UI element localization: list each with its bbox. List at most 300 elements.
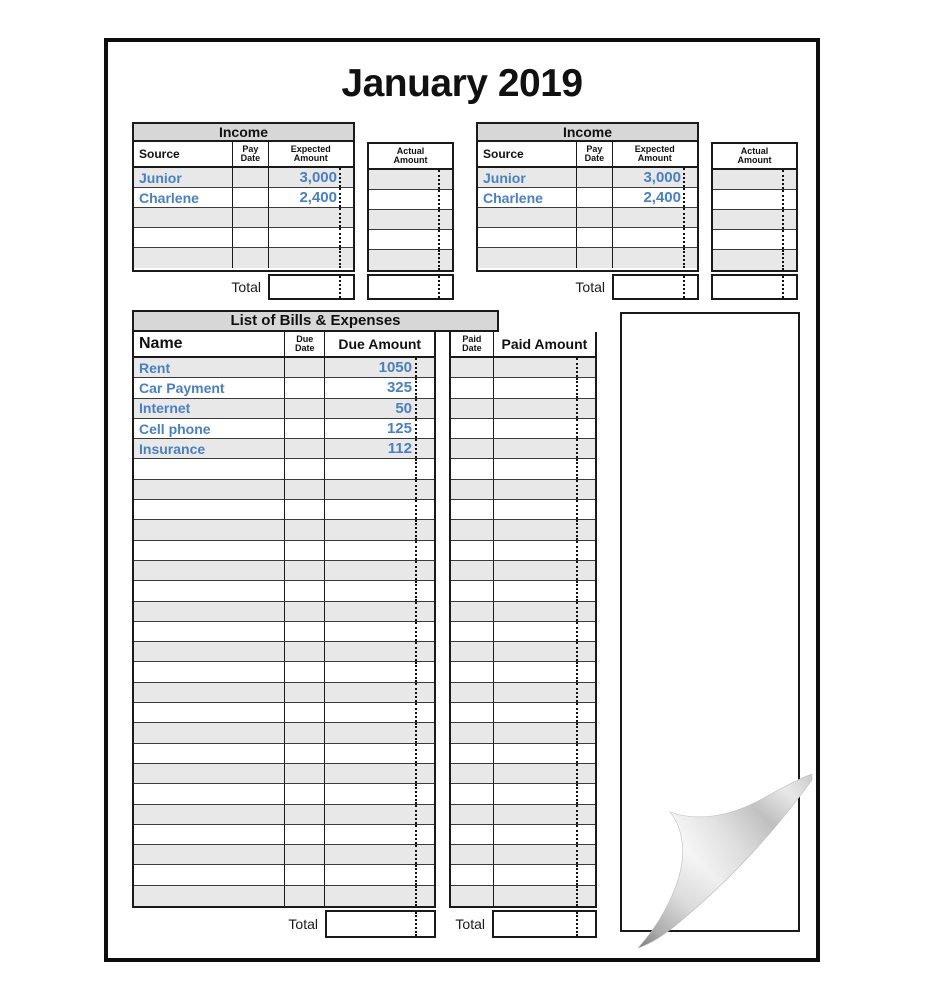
- bills-cell-due-date[interactable]: [284, 683, 324, 702]
- bills-row[interactable]: [134, 561, 434, 581]
- income-header-actual-amount: [369, 144, 452, 168]
- bills-cell-paid-date[interactable]: [451, 744, 493, 763]
- income-cell-source[interactable]: [134, 248, 232, 268]
- income-total-label: [476, 274, 612, 300]
- bills-row[interactable]: [134, 886, 434, 906]
- bills-total-paid-label-text: Total: [455, 916, 485, 933]
- bills-header-paid-amount: [493, 332, 595, 356]
- bills-cell-due-amount[interactable]: [324, 744, 434, 763]
- bills-cell-due-date[interactable]: [284, 561, 324, 580]
- bills-cell-paid-amount[interactable]: [493, 581, 595, 600]
- income-cell-pay-date[interactable]: [576, 208, 611, 227]
- income-cell-expected-amount[interactable]: [612, 168, 697, 187]
- bills-cell-due-date[interactable]: [284, 744, 324, 763]
- income-cell-actual-amount[interactable]: [369, 210, 452, 229]
- bills-paid-row[interactable]: [451, 865, 595, 885]
- income-cell-expected-amount[interactable]: [268, 228, 353, 247]
- bills-paid-row[interactable]: [451, 703, 595, 723]
- income-actual-row[interactable]: [369, 210, 452, 230]
- bills-total-paid-box[interactable]: [492, 910, 597, 938]
- income-actual-row[interactable]: [369, 250, 452, 270]
- bills-paid-row[interactable]: [451, 805, 595, 825]
- bills-row[interactable]: [134, 642, 434, 662]
- cents-separator: [782, 190, 784, 209]
- bills-paid-row[interactable]: [451, 500, 595, 520]
- bills-paid-row[interactable]: [451, 459, 595, 479]
- bills-cell-name[interactable]: [134, 845, 284, 864]
- bills-cell-paid-amount[interactable]: [493, 399, 595, 418]
- bills-cell-due-amount[interactable]: [324, 480, 434, 499]
- bills-paid-row[interactable]: [451, 480, 595, 500]
- income-expected-value: 3,000: [299, 169, 337, 186]
- bills-cell-paid-amount[interactable]: [493, 500, 595, 519]
- header-label-line1: Pay: [242, 143, 259, 154]
- bills-cell-due-amount[interactable]: [324, 399, 434, 418]
- bills-cell-paid-amount[interactable]: [493, 805, 595, 824]
- bills-cell-name[interactable]: [134, 784, 284, 803]
- bills-cell-due-amount[interactable]: [324, 541, 434, 560]
- income-cell-expected-amount[interactable]: [268, 208, 353, 227]
- bills-cell-paid-amount[interactable]: [493, 459, 595, 478]
- bills-cell-paid-date[interactable]: [451, 500, 493, 519]
- bills-cell-paid-date[interactable]: [451, 378, 493, 397]
- income-cell-source[interactable]: [478, 188, 576, 207]
- bills-cell-paid-date[interactable]: [451, 520, 493, 539]
- income-cell-pay-date[interactable]: [576, 188, 611, 207]
- bills-cell-name[interactable]: [134, 520, 284, 539]
- bills-cell-due-amount[interactable]: [324, 439, 434, 458]
- bills-cell-due-date[interactable]: [284, 662, 324, 681]
- bills-row[interactable]: [134, 602, 434, 622]
- income-header-row: [478, 142, 697, 168]
- cents-separator: [576, 378, 578, 397]
- bills-cell-name[interactable]: [134, 683, 284, 702]
- bills-cell-due-amount[interactable]: [324, 378, 434, 397]
- bills-cell-name[interactable]: [134, 459, 284, 478]
- bills-paid-row[interactable]: [451, 561, 595, 581]
- bills-cell-due-date[interactable]: [284, 764, 324, 783]
- bills-total-due-box[interactable]: [325, 910, 436, 938]
- bills-cell-paid-amount[interactable]: [493, 886, 595, 906]
- bills-cell-name[interactable]: [134, 703, 284, 722]
- bills-cell-due-amount[interactable]: [324, 561, 434, 580]
- bills-cell-due-amount[interactable]: [324, 723, 434, 742]
- income-cell-actual-amount[interactable]: [369, 190, 452, 209]
- bills-cell-paid-amount[interactable]: [493, 845, 595, 864]
- bills-row[interactable]: [134, 541, 434, 561]
- bills-cell-paid-date[interactable]: [451, 784, 493, 803]
- bills-cell-paid-date[interactable]: [451, 845, 493, 864]
- bills-row[interactable]: [134, 662, 434, 682]
- bills-cell-due-date[interactable]: [284, 581, 324, 600]
- bills-paid-row[interactable]: [451, 744, 595, 764]
- income-actual-row[interactable]: [713, 170, 796, 190]
- bills-cell-name[interactable]: [134, 744, 284, 763]
- income-cell-actual-amount[interactable]: [369, 170, 452, 189]
- bills-cell-paid-amount[interactable]: [493, 358, 595, 377]
- income-row[interactable]: [134, 188, 353, 208]
- income-cell-actual-amount[interactable]: [713, 210, 796, 229]
- bills-cell-name[interactable]: [134, 439, 284, 458]
- bills-row[interactable]: [134, 865, 434, 885]
- income-row[interactable]: [478, 168, 697, 188]
- income-total-actual-box[interactable]: [367, 274, 454, 300]
- bills-cell-name[interactable]: [134, 378, 284, 397]
- bills-cell-paid-date[interactable]: [451, 865, 493, 884]
- bills-cell-name[interactable]: [134, 541, 284, 560]
- bills-cell-name[interactable]: [134, 399, 284, 418]
- bills-cell-due-amount[interactable]: [324, 622, 434, 641]
- bills-cell-paid-date[interactable]: [451, 439, 493, 458]
- bills-cell-paid-date[interactable]: [451, 805, 493, 824]
- bills-cell-due-date[interactable]: [284, 642, 324, 661]
- bills-cell-due-date[interactable]: [284, 845, 324, 864]
- income-total-expected-box[interactable]: [612, 274, 699, 300]
- bills-cell-paid-amount[interactable]: [493, 520, 595, 539]
- bills-paid-row[interactable]: [451, 723, 595, 743]
- bills-cell-due-amount[interactable]: [324, 520, 434, 539]
- bills-cell-paid-date[interactable]: [451, 541, 493, 560]
- bills-cell-due-date[interactable]: [284, 439, 324, 458]
- bills-paid-row[interactable]: [451, 683, 595, 703]
- bills-cell-paid-amount[interactable]: [493, 480, 595, 499]
- income-total-row: [132, 274, 454, 300]
- bills-paid-row[interactable]: [451, 358, 595, 378]
- bills-cell-paid-amount[interactable]: [493, 622, 595, 641]
- bills-paid-row[interactable]: [451, 378, 595, 398]
- cents-separator: [415, 419, 417, 438]
- bills-paid-row[interactable]: [451, 520, 595, 540]
- bills-cell-paid-amount[interactable]: [493, 378, 595, 397]
- income-cell-pay-date[interactable]: [232, 168, 267, 187]
- bills-cell-paid-amount[interactable]: [493, 683, 595, 702]
- bills-cell-paid-date[interactable]: [451, 683, 493, 702]
- bills-cell-paid-date[interactable]: [451, 419, 493, 438]
- bills-cell-paid-amount[interactable]: [493, 642, 595, 661]
- income-cell-source[interactable]: [134, 188, 232, 207]
- bills-paid-row[interactable]: [451, 662, 595, 682]
- income-cell-pay-date[interactable]: [576, 228, 611, 247]
- bills-cell-due-amount[interactable]: [324, 419, 434, 438]
- bills-cell-name[interactable]: [134, 622, 284, 641]
- income-row[interactable]: [478, 188, 697, 208]
- bills-row[interactable]: [134, 419, 434, 439]
- bills-cell-paid-date[interactable]: [451, 703, 493, 722]
- cents-separator: [415, 602, 417, 621]
- income-row[interactable]: [478, 228, 697, 248]
- bills-cell-due-date[interactable]: [284, 419, 324, 438]
- income-row[interactable]: [478, 208, 697, 228]
- income-total-row: [476, 274, 798, 300]
- cents-separator: [576, 784, 578, 803]
- bills-cell-paid-date[interactable]: [451, 662, 493, 681]
- income-cell-pay-date[interactable]: [232, 248, 267, 268]
- bills-cell-due-amount[interactable]: [324, 825, 434, 844]
- bills-cell-paid-amount[interactable]: [493, 723, 595, 742]
- bills-cell-due-date[interactable]: [284, 378, 324, 397]
- bills-paid-row[interactable]: [451, 764, 595, 784]
- bills-cell-due-date[interactable]: [284, 520, 324, 539]
- cents-separator: [576, 805, 578, 824]
- bills-due-amount-value: 1050: [378, 359, 412, 377]
- bills-header-paid-amount-label: Paid Amount: [501, 336, 588, 352]
- bills-cell-due-amount[interactable]: [324, 784, 434, 803]
- header-label-line1: Expected: [290, 143, 331, 154]
- income-cell-actual-amount[interactable]: [369, 250, 452, 270]
- bills-paid-row[interactable]: [451, 581, 595, 601]
- bills-cell-name[interactable]: [134, 358, 284, 377]
- bills-cell-due-date[interactable]: [284, 602, 324, 621]
- notes-panel[interactable]: [620, 312, 800, 932]
- bills-paid-row[interactable]: [451, 419, 595, 439]
- bills-paid-row[interactable]: [451, 784, 595, 804]
- bills-cell-paid-amount[interactable]: [493, 439, 595, 458]
- bills-cell-name[interactable]: [134, 581, 284, 600]
- income-cell-source[interactable]: [134, 208, 232, 227]
- bills-cell-paid-date[interactable]: [451, 825, 493, 844]
- cents-separator: [576, 602, 578, 621]
- income-total-actual-box[interactable]: [711, 274, 798, 300]
- bills-cell-due-date[interactable]: [284, 825, 324, 844]
- bills-cell-due-date[interactable]: [284, 459, 324, 478]
- cents-separator: [782, 230, 784, 249]
- bills-cell-paid-date[interactable]: [451, 358, 493, 377]
- page-title: January 2019: [341, 62, 583, 105]
- bills-cell-due-date[interactable]: [284, 480, 324, 499]
- income-cell-source[interactable]: [134, 228, 232, 247]
- bills-cell-name[interactable]: [134, 865, 284, 884]
- income-cell-actual-amount[interactable]: [713, 190, 796, 209]
- income-cell-expected-amount[interactable]: [612, 208, 697, 227]
- bills-cell-due-amount[interactable]: [324, 358, 434, 377]
- bills-cell-name[interactable]: [134, 419, 284, 438]
- bills-due-amount-value: 112: [387, 440, 412, 458]
- income-actual-row[interactable]: [369, 170, 452, 190]
- income-cell-expected-amount[interactable]: [612, 248, 697, 268]
- bills-cell-due-date[interactable]: [284, 622, 324, 641]
- cents-separator: [438, 210, 440, 229]
- bills-cell-paid-date[interactable]: [451, 602, 493, 621]
- bills-cell-paid-date[interactable]: [451, 459, 493, 478]
- bills-paid-row[interactable]: [451, 825, 595, 845]
- income-cell-actual-amount[interactable]: [713, 250, 796, 270]
- bills-cell-due-date[interactable]: [284, 886, 324, 906]
- income-row[interactable]: [134, 248, 353, 268]
- bills-row[interactable]: [134, 805, 434, 825]
- income-cell-source[interactable]: [478, 228, 576, 247]
- bills-row[interactable]: [134, 845, 434, 865]
- bills-cell-due-date[interactable]: [284, 723, 324, 742]
- bills-cell-name[interactable]: [134, 642, 284, 661]
- bills-cell-paid-date[interactable]: [451, 561, 493, 580]
- bills-cell-due-date[interactable]: [284, 805, 324, 824]
- income-cell-actual-amount[interactable]: [369, 230, 452, 249]
- bills-cell-paid-date[interactable]: [451, 764, 493, 783]
- bills-cell-due-date[interactable]: [284, 865, 324, 884]
- bills-cell-due-date[interactable]: [284, 703, 324, 722]
- income-cell-pay-date[interactable]: [232, 208, 267, 227]
- bills-cell-name[interactable]: [134, 886, 284, 906]
- bills-cell-due-date[interactable]: [284, 541, 324, 560]
- bills-cell-name[interactable]: [134, 500, 284, 519]
- bills-paid-columns: [449, 332, 597, 908]
- header-label: [369, 147, 452, 166]
- cents-separator: [576, 500, 578, 519]
- cents-separator: [438, 276, 440, 298]
- income-actual-row[interactable]: [713, 210, 796, 230]
- bills-paid-row[interactable]: [451, 399, 595, 419]
- bills-cell-paid-amount[interactable]: [493, 784, 595, 803]
- bills-cell-due-date[interactable]: [284, 358, 324, 377]
- header-label: [233, 145, 267, 164]
- bills-row[interactable]: [134, 378, 434, 398]
- income-cell-pay-date[interactable]: [232, 188, 267, 207]
- bills-cell-paid-date[interactable]: [451, 622, 493, 641]
- income-cell-source[interactable]: [478, 168, 576, 187]
- bills-cell-name[interactable]: [134, 825, 284, 844]
- bills-cell-name[interactable]: [134, 662, 284, 681]
- bills-paid-row[interactable]: [451, 439, 595, 459]
- bills-row[interactable]: [134, 399, 434, 419]
- header-label-line2: Amount: [637, 153, 672, 163]
- income-row[interactable]: [134, 228, 353, 248]
- bills-header-paid-date: [451, 332, 493, 356]
- bills-cell-name[interactable]: [134, 723, 284, 742]
- bills-cell-name[interactable]: [134, 480, 284, 499]
- bills-row[interactable]: [134, 500, 434, 520]
- bills-paid-row[interactable]: [451, 622, 595, 642]
- bills-cell-due-date[interactable]: [284, 399, 324, 418]
- bills-cell-paid-amount[interactable]: [493, 703, 595, 722]
- bills-row[interactable]: [134, 439, 434, 459]
- bills-cell-due-amount[interactable]: [324, 845, 434, 864]
- bills-cell-due-amount[interactable]: [324, 764, 434, 783]
- bills-cell-due-amount[interactable]: [324, 865, 434, 884]
- income-total-label-text: Total: [575, 279, 605, 295]
- bills-cell-due-amount[interactable]: [324, 500, 434, 519]
- bills-row[interactable]: [134, 784, 434, 804]
- income-actual-row[interactable]: [713, 230, 796, 250]
- header-label-line2: Amount: [293, 153, 328, 163]
- cents-separator: [415, 764, 417, 783]
- bills-cell-paid-amount[interactable]: [493, 744, 595, 763]
- bills-cell-name[interactable]: [134, 805, 284, 824]
- bills-cell-paid-date[interactable]: [451, 642, 493, 661]
- income-actual-row[interactable]: [713, 190, 796, 210]
- income-cell-source[interactable]: [478, 208, 576, 227]
- bills-cell-paid-amount[interactable]: [493, 764, 595, 783]
- income-actual-row[interactable]: [713, 250, 796, 270]
- bills-paid-row[interactable]: [451, 886, 595, 906]
- bills-row[interactable]: [134, 459, 434, 479]
- income-row[interactable]: [478, 248, 697, 268]
- income-cell-source[interactable]: [478, 248, 576, 268]
- bills-cell-due-amount[interactable]: [324, 642, 434, 661]
- bills-paid-row[interactable]: [451, 845, 595, 865]
- bills-cell-due-amount[interactable]: [324, 805, 434, 824]
- bills-name-value: Car Payment: [139, 379, 225, 396]
- bills-row[interactable]: [134, 764, 434, 784]
- bills-row[interactable]: [134, 825, 434, 845]
- bills-cell-due-amount[interactable]: [324, 602, 434, 621]
- income-row[interactable]: [134, 168, 353, 188]
- income-cell-expected-amount[interactable]: [612, 228, 697, 247]
- bills-cell-paid-date[interactable]: [451, 886, 493, 906]
- cents-separator: [576, 480, 578, 499]
- bills-cell-due-amount[interactable]: [324, 662, 434, 681]
- bills-cell-paid-date[interactable]: [451, 480, 493, 499]
- bills-cell-due-amount[interactable]: [324, 459, 434, 478]
- income-cell-source[interactable]: [134, 168, 232, 187]
- bills-cell-due-date[interactable]: [284, 500, 324, 519]
- income-cell-pay-date[interactable]: [232, 228, 267, 247]
- bills-row[interactable]: [134, 622, 434, 642]
- cents-separator: [683, 228, 685, 247]
- bills-cell-due-amount[interactable]: [324, 886, 434, 906]
- income-cell-actual-amount[interactable]: [713, 170, 796, 189]
- bills-cell-paid-amount[interactable]: [493, 419, 595, 438]
- cents-separator: [438, 190, 440, 209]
- income-cell-actual-amount[interactable]: [713, 230, 796, 249]
- bills-cell-due-amount[interactable]: [324, 703, 434, 722]
- bills-row[interactable]: [134, 683, 434, 703]
- bills-cell-paid-date[interactable]: [451, 723, 493, 742]
- bills-row[interactable]: [134, 358, 434, 378]
- bills-cell-due-date[interactable]: [284, 784, 324, 803]
- bills-cell-paid-date[interactable]: [451, 399, 493, 418]
- bills-cell-name[interactable]: [134, 561, 284, 580]
- income-row[interactable]: [134, 208, 353, 228]
- income-cell-pay-date[interactable]: [576, 168, 611, 187]
- bills-cell-name[interactable]: [134, 764, 284, 783]
- income-actual-row[interactable]: [369, 190, 452, 210]
- bills-row[interactable]: [134, 520, 434, 540]
- income-cell-expected-amount[interactable]: [268, 168, 353, 187]
- bills-row[interactable]: [134, 744, 434, 764]
- bills-cell-paid-amount[interactable]: [493, 865, 595, 884]
- income-actual-columns: [367, 142, 454, 272]
- cents-separator: [415, 723, 417, 742]
- cents-separator: [576, 520, 578, 539]
- bills-total-due-label-text: Total: [288, 916, 318, 933]
- income-expected-value: 3,000: [643, 169, 681, 186]
- bills-cell-paid-amount[interactable]: [493, 561, 595, 580]
- bills-cell-name[interactable]: [134, 602, 284, 621]
- bills-total-due-label: [132, 910, 325, 938]
- bills-cell-due-amount[interactable]: [324, 683, 434, 702]
- bills-row[interactable]: [134, 703, 434, 723]
- income-cell-pay-date[interactable]: [576, 248, 611, 268]
- bills-paid-row[interactable]: [451, 602, 595, 622]
- bills-paid-row[interactable]: [451, 541, 595, 561]
- income-cell-expected-amount[interactable]: [268, 248, 353, 268]
- bills-cell-paid-amount[interactable]: [493, 602, 595, 621]
- bills-cell-due-amount[interactable]: [324, 581, 434, 600]
- bills-row[interactable]: [134, 480, 434, 500]
- bills-cell-paid-date[interactable]: [451, 581, 493, 600]
- bills-paid-row[interactable]: [451, 642, 595, 662]
- income-cell-expected-amount[interactable]: [268, 188, 353, 207]
- bills-cell-paid-amount[interactable]: [493, 662, 595, 681]
- bills-row[interactable]: [134, 723, 434, 743]
- income-actual-row[interactable]: [369, 230, 452, 250]
- bills-cell-paid-amount[interactable]: [493, 541, 595, 560]
- bills-cell-paid-amount[interactable]: [493, 825, 595, 844]
- income-column-gap: [699, 142, 711, 272]
- income-total-expected-box[interactable]: [268, 274, 355, 300]
- income-cell-expected-amount[interactable]: [612, 188, 697, 207]
- bills-row[interactable]: [134, 581, 434, 601]
